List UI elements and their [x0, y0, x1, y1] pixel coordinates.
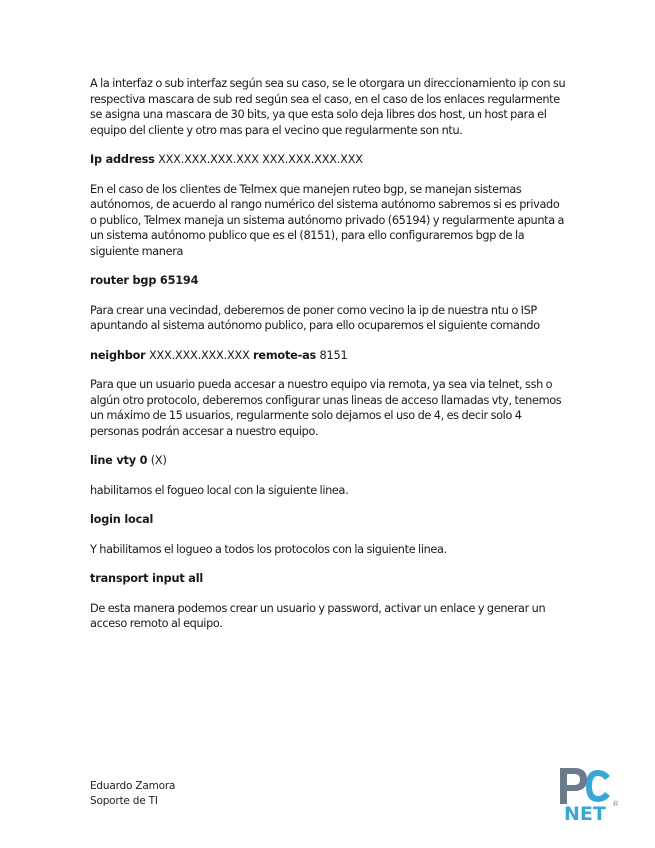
author-role: Soporte de TI — [90, 795, 158, 807]
author-name: Eduardo Zamora — [90, 780, 176, 792]
document-body — [90, 76, 568, 646]
command-neighbor — [90, 348, 568, 364]
command-login-local — [90, 512, 568, 528]
command-keyword: transport input all — [90, 572, 204, 585]
command-ip-address — [90, 152, 568, 168]
command-router-bgp — [90, 273, 568, 289]
paragraph-bgp-intro: En el caso de los clientes de Telmex que manejen ruteo bgp, se manejan sistemas autónomos, de acuerdo al rango numérico del sistema autónomo sabremos si es privado o publico, Telmex maneja un sistema autónomo privado (65194) y regularmente apunta a un sistema autónomo publico que es el (8151), para ello configuraremos bgp de la siguiente manera — [90, 182, 565, 258]
paragraph-neighbor-intro: Para crear una vecindad, deberemos de poner como vecino la ip de nuestra ntu o ISP apuntando al sistema autónomo publico, para ello ocuparemos el siguiente comando — [90, 303, 540, 332]
logo-registered-mark: ® — [612, 800, 619, 808]
command-keyword: neighbor — [90, 348, 146, 362]
paragraph-conclusion: De esta manera podemos crear un usuario y password, activar un enlace y generar un acceso remoto al equipo. — [90, 601, 546, 630]
footer-signature — [90, 779, 175, 809]
command-argument: XXX.XXX.XXX.XXX — [148, 348, 250, 362]
command-keyword: Ip address — [90, 153, 155, 166]
command-keyword: line vty 0 — [90, 454, 148, 467]
logo-net-text: NET — [564, 803, 606, 824]
command-argument: XXX.XXX.XXX.XXX XXX.XXX.XXX.XXX — [158, 153, 363, 166]
pcnet-logo — [552, 764, 624, 824]
paragraph-interface-addressing: A la interfaz o sub interfaz según sea su caso, se le otorgara un direccionamiento ip con su respectiva mascara de sub red según sea el caso, en el caso de los enlaces regularmente se asigna una mascara de 30 bits, ya que esta solo deja libres dos host, un host para el equipo del cliente y otro mas para el vecino que regularmente son ntu. — [90, 77, 566, 137]
paragraph-vty-intro: Para que un usuario pueda accesar a nuestro equipo via remota, ya sea via telnet, ssh o algún otro protocolo, deberemos configurar unas lineas de acceso llamadas vty, tenemos un máximo de 15 usuarios, regularmente solo dejamos el uso de 4, es decir solo 4 personas podrán accesar a nuestro equipo. — [90, 378, 562, 438]
paragraph-login-intro: habilitamos el fogueo local con la siguiente linea. — [90, 483, 349, 497]
paragraph-transport-intro: Y habilitamos el logueo a todos los protocolos con la siguiente linea. — [90, 542, 447, 556]
command-line-vty — [90, 453, 568, 469]
pcnet-logo-icon — [552, 764, 624, 824]
command-keyword: remote-as — [253, 348, 317, 362]
command-argument: 8151 — [319, 348, 348, 362]
command-keyword: login local — [90, 513, 154, 526]
command-keyword: router bgp 65194 — [90, 274, 199, 287]
command-transport-input — [90, 571, 568, 587]
command-argument: (X) — [150, 454, 167, 467]
